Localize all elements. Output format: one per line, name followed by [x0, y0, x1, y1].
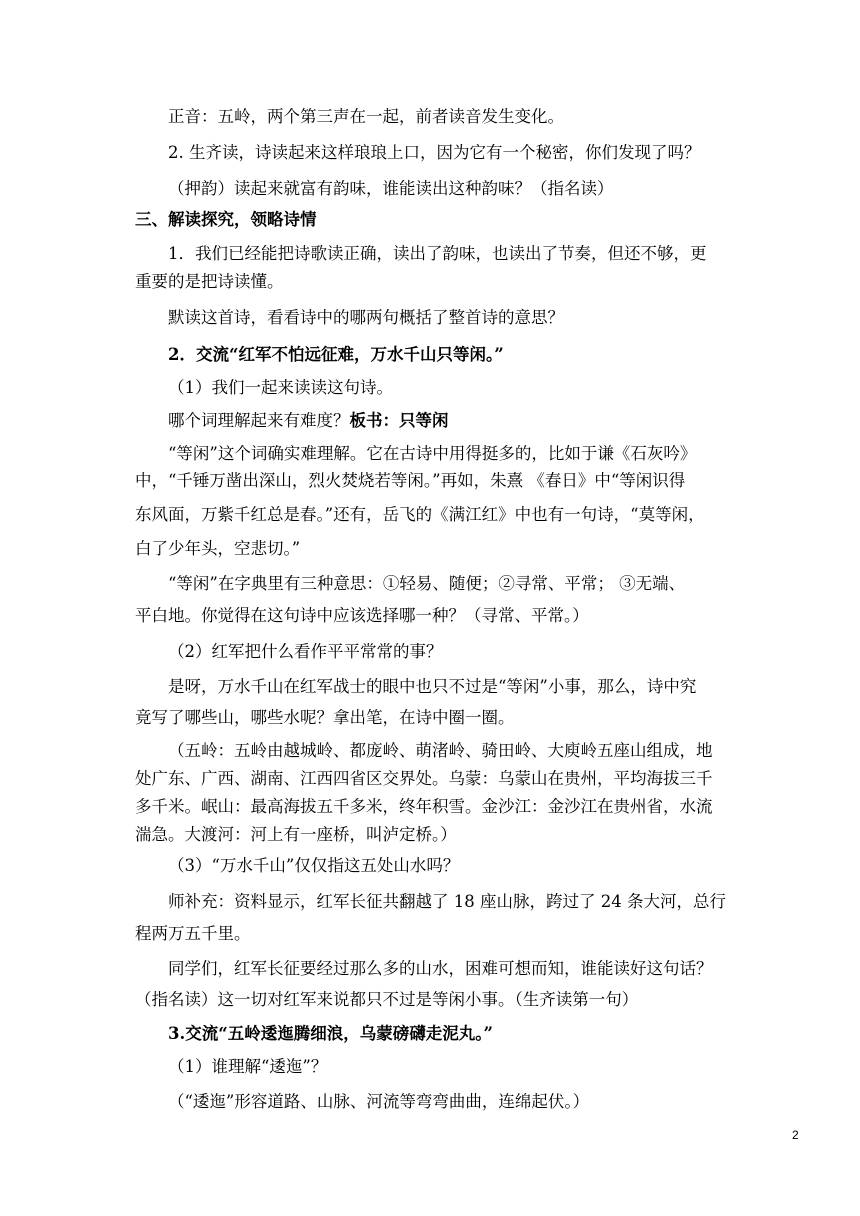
text-line: 同学们，红军长征要经过那么多的山水，困难可想而知，谁能读好这句话？: [168, 959, 713, 978]
text-line: 多千米。岷山：最高海拔五千多米，终年积雪。金沙江：金沙江在贵州省，水流: [135, 797, 713, 816]
text-line: （指名读）这一切对红军来说都只不过是等闲小事。（生齐读第一句）: [135, 990, 639, 1009]
text-line: 东风面，万紫千红总是春。”还有，岳飞的《满江红》中也有一句诗，“莫等闲，: [135, 505, 705, 524]
text-line: 师补充：资料显示，红军长征共翻越了 18 座山脉，跨过了 24 条大河，总行: [168, 892, 726, 911]
text-line: “等闲”这个词确实难理解。它在古诗中用得挺多的，比如于谦《石灰吟》: [168, 444, 697, 463]
text-line: 平白地。你觉得在这句诗中应该选择哪一种？（寻常、平常。）: [135, 606, 589, 625]
text-line: 程两万五千里。: [135, 924, 251, 943]
text-line: （五岭：五岭由越城岭、都庞岭、萌渚岭、骑田岭、大庾岭五座山组成，地: [168, 741, 713, 760]
text-line: （1）谁理解“逶迤”？: [168, 1057, 328, 1076]
text-line: 竟写了哪些山，哪些水呢？拿出笔，在诗中圈一圈。: [135, 708, 515, 727]
text-line: 中，“千锤万凿出深山，烈火焚烧若等闲。”再如，朱熹 《春日》中“等闲识得: [135, 471, 686, 490]
text-line: 处广东、广西、湖南、江西四省区交界处。乌蒙：乌蒙山在贵州，平均海拔三千: [135, 769, 713, 788]
text-line: （1）我们一起来读读这句诗。: [168, 378, 393, 397]
text-line: （3）“万水千山”仅仅指这五处山水吗？: [168, 856, 460, 875]
text-line: “等闲”在字典里有三种意思：①轻易、随便；②寻常、平常； ③无端、: [168, 574, 686, 593]
page-number: 2: [792, 1128, 799, 1142]
subsection-heading: 2．交流“红军不怕远征难，万水千山只等闲。”: [168, 345, 504, 364]
text-segment: 哪个词理解起来有难度？: [168, 411, 350, 430]
text-line: 湍急。大渡河：河上有一座桥，叫泸定桥。）: [135, 825, 457, 844]
text-line: （押韵）读起来就富有韵味，谁能读出这种韵味？（指名读）: [168, 179, 614, 198]
text-line: 默读这首诗，看看诗中的哪两句概括了整首诗的意思？: [168, 308, 564, 327]
text-line: （“逶迤”形容道路、山脉、河流等弯弯曲曲，连绵起伏。）: [168, 1092, 590, 1111]
text-line: 是呀，万水千山在红军战士的眼中也只不过是“等闲”小事，那么，诗中究: [168, 677, 697, 696]
subsection-heading: 3.交流“五岭逶迤腾细浪，乌蒙磅礴走泥丸。”: [168, 1024, 493, 1043]
board-note: 板书：只等闲: [349, 411, 449, 430]
text-line: 2. 生齐读，诗读起来这样琅琅上口，因为它有一个秘密，你们发现了吗？: [168, 143, 701, 162]
section-heading: 三、解读探究，领略诗情: [135, 210, 317, 229]
text-line: [168, 409, 449, 433]
text-line: 白了少年头，空悲切。”: [135, 539, 301, 558]
text-line: 重要的是把诗读懂。: [135, 272, 284, 291]
text-line: （2）红军把什么看作平平常常的事？: [168, 642, 443, 661]
text-line: 正音：五岭，两个第三声在一起，前者读音发生变化。: [168, 107, 564, 126]
text-line: 1．我们已经能把诗歌读正确，读出了韵味，也读出了节奏，但还不够，更: [168, 244, 707, 263]
